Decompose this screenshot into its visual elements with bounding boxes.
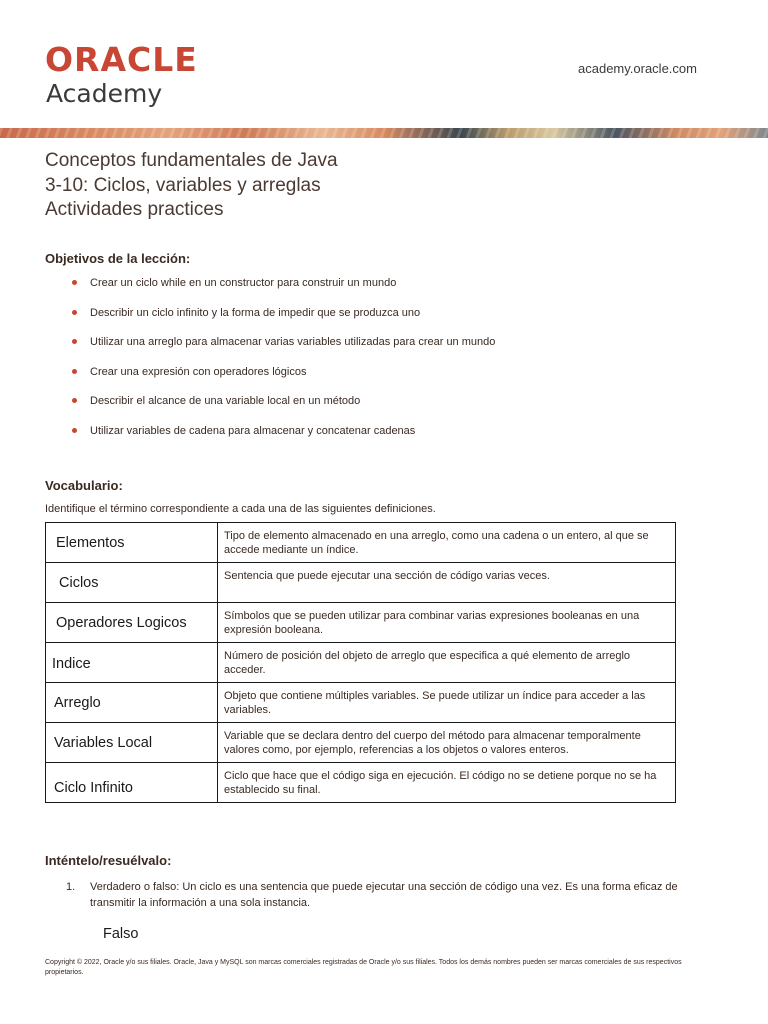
vocabulary-heading: Vocabulario: (45, 478, 123, 493)
bullet-icon (72, 310, 77, 315)
table-row (46, 563, 676, 603)
list-item: Utilizar una arreglo para almacenar varias variables utilizadas para crear un mundo (72, 335, 495, 365)
objectives-heading: Objetivos de la lección: (45, 251, 191, 266)
term-cell[interactable]: Variables Local (46, 723, 218, 763)
title-lesson: 3-10: Ciclos, variables y arreglas (45, 174, 321, 196)
practice-heading: Inténtelo/resuélvalo: (45, 853, 172, 868)
term-cell[interactable]: Indice (46, 643, 218, 683)
bullet-icon (72, 398, 77, 403)
objectives-list (72, 276, 495, 454)
table-row (46, 643, 676, 683)
list-item: Describir un ciclo infinito y la forma de impedir que se produzca uno (72, 306, 495, 336)
table-row (46, 723, 676, 763)
definition-cell: Símbolos que se pueden utilizar para combinar varias expresiones booleanas en una expresión booleana. (218, 603, 676, 643)
list-item: Describir el alcance de una variable local en un método (72, 394, 495, 424)
vocabulary-table (45, 522, 676, 803)
table-row (46, 683, 676, 723)
site-url: academy.oracle.com (578, 61, 697, 76)
answer-text[interactable]: Falso (103, 926, 139, 942)
definition-cell: Número de posición del objeto de arreglo que especifica a qué elemento de arreglo acceder. (218, 643, 676, 683)
definition-cell: Ciclo que hace que el código siga en ejecución. El código no se detiene porque no se ha establecido su final. (218, 763, 676, 803)
definition-cell: Variable que se declara dentro del cuerpo del método para almacenar temporalmente valores como, por ejemplo, referencias a los objetos o valores enteros. (218, 723, 676, 763)
footer-copyright: Copyright © 2022, Oracle y/o sus filiales. Oracle, Java y MySQL son marcas comerciales registradas de Oracle y/o sus filiales. Todos los demás nombres pueden ser marcas comerciales de sus respectivos propietarios. (45, 959, 682, 976)
bullet-icon (72, 428, 77, 433)
term-cell[interactable]: Ciclos (46, 563, 218, 603)
term-cell[interactable]: Ciclo Infinito (46, 763, 218, 803)
vocabulary-instruction: Identifique el término correspondiente a cada una de las siguientes definiciones. (45, 503, 436, 515)
definition-cell: Objeto que contiene múltiples variables. Se puede utilizar un índice para acceder a las variables. (218, 683, 676, 723)
bullet-icon (72, 339, 77, 344)
academy-logo-text: Academy (46, 79, 163, 108)
term-cell[interactable]: Arreglo (46, 683, 218, 723)
list-item: Utilizar variables de cadena para almacenar y concatenar cadenas (72, 424, 495, 454)
definition-cell: Sentencia que puede ejecutar una sección de código varias veces. (218, 563, 676, 603)
page-title (45, 149, 338, 223)
list-item: Crear un ciclo while en un constructor para construir un mundo (72, 276, 495, 306)
list-item: Crear una expresión con operadores lógicos (72, 365, 495, 395)
title-course: Conceptos fundamentales de Java (45, 150, 338, 171)
term-cell[interactable]: Elementos (46, 523, 218, 563)
question-number: 1. (66, 881, 76, 893)
title-activity: Actividades practices (45, 199, 224, 220)
bullet-icon (72, 280, 77, 285)
table-row (46, 523, 676, 563)
question-text: Verdadero o falso: Un ciclo es una sentencia que puede ejecutar una sección de código una vez. Es una forma eficaz de transmitir la información a una sola instancia. (90, 881, 678, 909)
oracle-logo: ORACLE (45, 40, 198, 79)
table-row (46, 763, 676, 803)
table-row (46, 603, 676, 643)
decorative-banner (0, 128, 768, 138)
term-cell[interactable]: Operadores Logicos (46, 603, 218, 643)
definition-cell: Tipo de elemento almacenado en una arreglo, como una cadena o un entero, al que se accede mediante un índice. (218, 523, 676, 563)
bullet-icon (72, 369, 77, 374)
